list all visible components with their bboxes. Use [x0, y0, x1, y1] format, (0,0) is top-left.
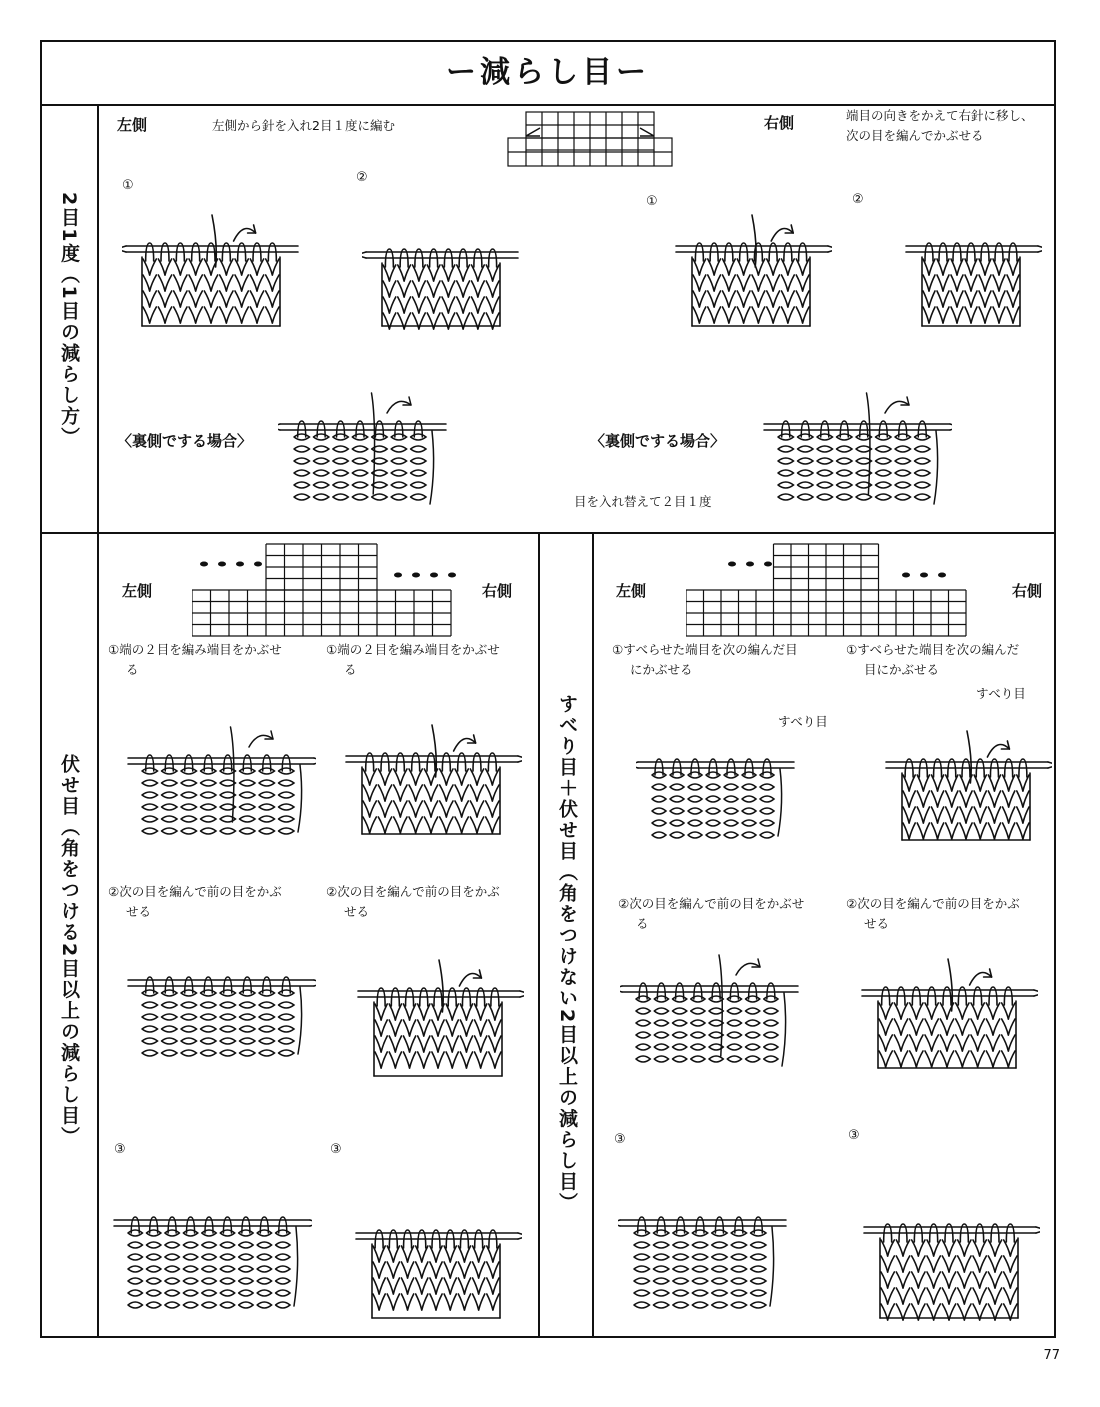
step-text: せる [864, 916, 890, 931]
purl-illustration [762, 372, 952, 512]
divider [538, 532, 540, 1336]
reverse-side-left-label: 〈裏側でする場合〉 [117, 432, 253, 450]
section1-left-note: 左側から針を入れ2目１度に編む [212, 118, 395, 133]
step-text: ②次の目を編んで前の目をかぶせ [618, 896, 805, 911]
slip-bind-off-chart-grid [686, 536, 986, 640]
step-text: ②次の目を編んで前の目をかぶ [846, 896, 1020, 911]
section1-side-label: 2目1度（1目の減らし方） [58, 192, 80, 448]
step-text: せる [126, 904, 152, 919]
step-number: ① [646, 194, 658, 209]
step-text: る [636, 916, 649, 931]
section1-right-note-2: 次の目を編んでかぶせる [846, 128, 984, 143]
slip-bind-off-illustration [882, 710, 1052, 846]
step-number: ② [356, 170, 368, 185]
slip-stitch-label: すべり目 [778, 714, 828, 729]
section2-right-heading: 右側 [482, 582, 513, 600]
step-text: ①すべらせた端目を次の編んだ [846, 642, 1020, 657]
step-number: ① [122, 178, 134, 193]
purl-illustration [278, 372, 448, 512]
decrease-chart-grid [506, 110, 674, 170]
knit-illustration [362, 202, 522, 332]
step-number: ③ [114, 1142, 126, 1157]
knit-illustration [672, 192, 832, 332]
section2-left-heading: 左側 [122, 582, 153, 600]
step-text: る [126, 662, 139, 677]
bind-off-chart-grid [192, 536, 462, 640]
reverse-right-note: 目を入れ替えて２目１度 [574, 494, 712, 509]
step-number: ③ [614, 1132, 626, 1147]
section3-left-heading: 左側 [616, 582, 647, 600]
bind-off-illustration [126, 932, 316, 1062]
step-number: ③ [330, 1142, 342, 1157]
step-text: にかぶせる [630, 662, 693, 677]
bind-off-illustration [352, 1174, 522, 1324]
section3-right-heading: 右側 [1012, 582, 1043, 600]
knit-illustration [122, 192, 302, 332]
reverse-side-right-label: 〈裏側でする場合〉 [590, 432, 726, 450]
bind-off-illustration [342, 704, 522, 840]
divider [97, 104, 99, 1336]
divider [592, 532, 594, 1336]
page-title: ー減らし目ー [446, 55, 650, 90]
section1-right-note-1: 端目の向きをかえて右針に移し、 [846, 108, 1034, 123]
section2-side-label: 伏せ目（角をつける2目以上の減らし目） [58, 754, 80, 1148]
bind-off-illustration [354, 932, 524, 1082]
step-text: ①端の２目を編み端目をかぶせ [326, 642, 500, 657]
step-text: ②次の目を編んで前の目をかぶ [108, 884, 282, 899]
slip-bind-off-illustration [636, 714, 796, 844]
slip-bind-off-illustration [618, 1164, 788, 1314]
step-text: ①すべらせた端目を次の編んだ目 [612, 642, 798, 657]
slip-bind-off-illustration [860, 1164, 1040, 1324]
main-frame [40, 40, 1056, 1338]
knit-illustration [902, 192, 1042, 332]
step-number: ② [852, 192, 864, 207]
section3-side-label: すべり目＋伏せ目（角をつけない2目以上の減らし目） [556, 694, 578, 1214]
step-text: る [344, 662, 357, 677]
page-number: 77 [1043, 1348, 1060, 1363]
step-text: 目にかぶせる [864, 662, 940, 677]
section1-right-heading: 右側 [764, 114, 795, 132]
section1-left-heading: 左側 [117, 116, 148, 134]
slip-bind-off-illustration [620, 934, 800, 1074]
slip-stitch-label: すべり目 [976, 686, 1026, 701]
step-text: ①端の２目を編み端目をかぶせ [108, 642, 282, 657]
bind-off-illustration [112, 1164, 312, 1314]
step-text: せる [344, 904, 370, 919]
bind-off-illustration [126, 710, 316, 840]
divider [42, 532, 1054, 534]
step-number: ③ [848, 1128, 860, 1143]
slip-bind-off-illustration [858, 938, 1038, 1074]
step-text: ②次の目を編んで前の目をかぶ [326, 884, 500, 899]
